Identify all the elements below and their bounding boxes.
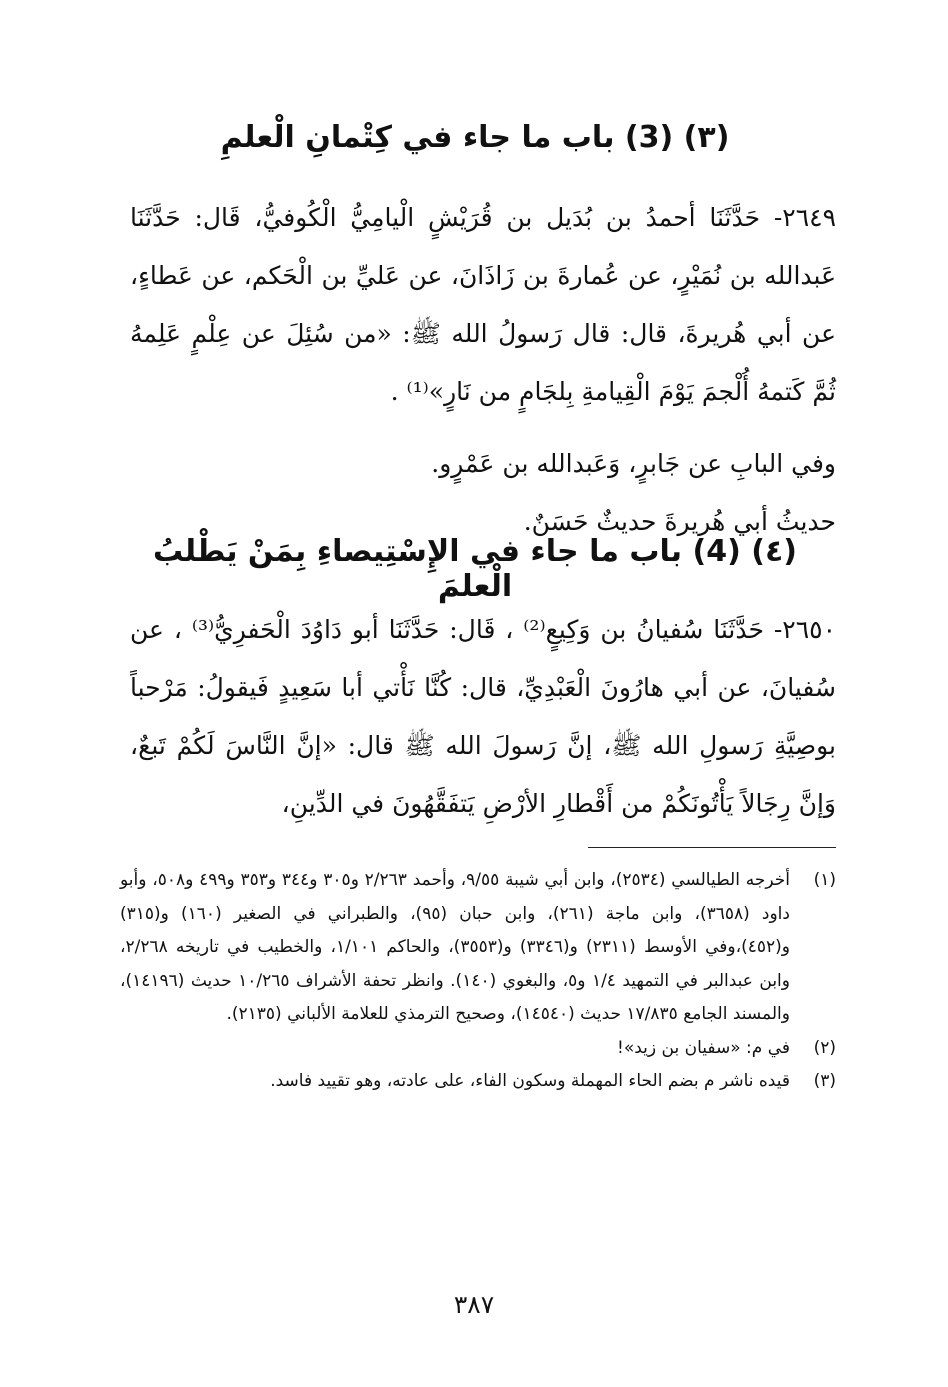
chapter-heading-3: (٣) (3) باب ما جاء في كِتْمانِ الْعلمِ	[220, 120, 730, 155]
footnote-2	[120, 1032, 836, 1066]
footnote-text: أخرجه الطيالسي (٢٥٣٤)، وابن أبي شيبة ٩/٥٥، وأحمد ٢/٢٦٣ و٣٠٥ و٣٤٤ و٣٥٣ و٤٩٩ و٥٠٨، وأبو داود (٣٦٥٨)، وابن ماجة (٢٦١)، وابن حبان (٩٥)، والطبراني في الصغير (١٦٠) و(٣١٥) و(٤٥٢)،وفي الأوسط (٢٣١١) و(٣٣٤٦) و(٣٥٥٣)، والحاكم ١/١٠١، والخطيب في تاريخه ٢/٢٦٨، وابن عبدالبر في التمهيد ١/٤ و٥، والبغوي (١٤٠). وانظر تحفة الأشراف ١٠/٢٦٥ حديث (١٤١٩٦)، والمسند الجامع ١٧/٨٣٥ حديث (١٤٥٤٠)، وصحيح الترمذي للعلامة الألباني (٢١٣٥).	[120, 870, 790, 1024]
page-number: ٣٨٧	[453, 1290, 495, 1319]
footnotes	[120, 864, 836, 1099]
hadith-text: ٢٦٥٠- حَدَّثَنَا سُفيانُ بن وَكِيعٍ⁽²⁾ ، قَال: حَدَّثَنَا أبو دَاوُدَ الْحَفرِيُّ⁽³⁾ ، عن سُفيانَ، عن أبي هارُونَ الْعَبْدِيِّ، قال: كُنَّا نَأْتي أبا سَعِيدٍ فَيقولُ: مَرْحباً بوصِيَّةِ رَسولِ الله ﷺ، إنَّ رَسولَ الله ﷺ قال: «إنَّ النَّاسَ لَكُمْ تَبعٌ، وَإنَّ رِجَالاً يَأْتُونَكُمْ من أَقْطارِ الأرْضِ يَتفَقَّهُونَ في الدِّينِ،	[130, 615, 836, 818]
footnote-text: قيده ناشر م بضم الحاء المهملة وسكون الفاء، على عادته، وهو تقييد فاسد.	[270, 1071, 790, 1091]
footnote-number: (٣)	[813, 1071, 836, 1091]
footnote-separator	[588, 847, 836, 848]
footnote-1	[120, 864, 836, 1032]
footnote-number: (١)	[813, 870, 836, 890]
hadith-2649	[130, 189, 836, 551]
hadith-note-chapter: وفي البابِ عن جَابرٍ، وَعَبدالله بن عَمْرٍو.	[431, 449, 836, 478]
footnote-number: (٢)	[813, 1037, 836, 1058]
footnote-text: في م: «سفيان بن زيد»!	[617, 1037, 790, 1058]
footnote-3	[120, 1065, 836, 1099]
hadith-grading: حديثُ أبي هُريرةَ حديثٌ حَسَنٌ.	[523, 507, 836, 536]
hadith-2650	[130, 601, 836, 833]
chapter-heading-4: (٤) (4) باب ما جاء في الإِسْتِيصاءِ بِمَنْ يَطْلبُ الْعلمَ	[153, 534, 797, 604]
hadith-text: ٢٦٤٩- حَدَّثَنَا أحمدُ بن بُدَيل بن قُرَيْشٍ الْيامِيُّ الْكُوفيُّ، قَال: حَدَّثَنَا عَبدالله بن نُمَيْرٍ، عن عُمارةَ بن زَاذَانَ، عن عَليِّ بن الْحَكم، عن عَطاءٍ، عن أبي هُريرةَ، قال: قال رَسولُ الله ﷺ: «من سُئِلَ عن عِلْمٍ عَلِمهُ ثُمَّ كَتمهُ أُلْجمَ يَوْمَ الْقِيامةِ بِلجَامٍ من نَارٍ»⁽¹⁾ .	[130, 203, 836, 406]
